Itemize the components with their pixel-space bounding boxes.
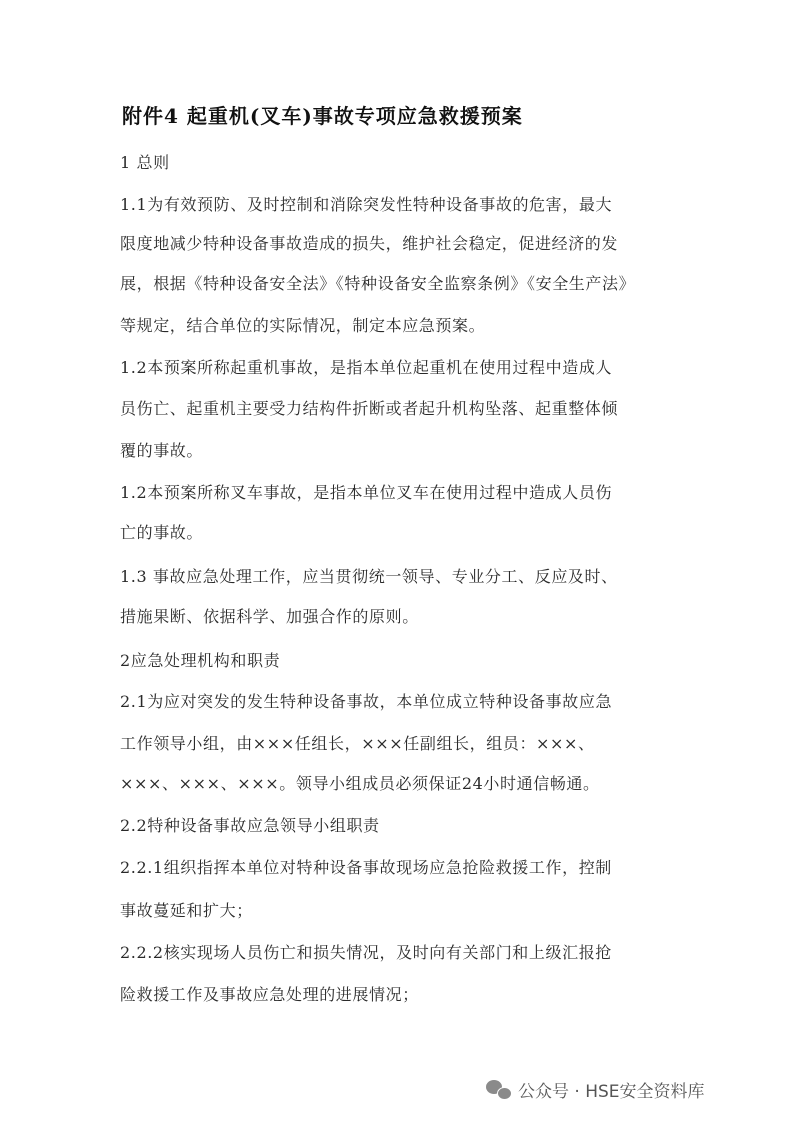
paragraph-line: 员伤亡、起重机主要受力结构件折断或者起升机构坠落、起重整体倾 <box>120 399 619 418</box>
paragraph-line: 2.2.1组织指挥本单位对特种设备事故现场应急抢险救援工作，控制 <box>120 858 612 877</box>
paragraph-line: ×××、×××、×××。领导小组成员必须保证24小时通信畅通。 <box>120 774 600 793</box>
paragraph-line: 1.1为有效预防、及时控制和消除突发性特种设备事故的危害，最大 <box>120 195 613 214</box>
subsection-heading-duties: 2.2特种设备事故应急领导小组职责 <box>120 816 380 835</box>
watermark <box>486 1074 705 1104</box>
paragraph-line: 措施果断、依据科学、加强合作的原则。 <box>120 607 419 626</box>
paragraph-line: 亡的事故。 <box>120 523 204 542</box>
watermark-text: 公众号 · HSE安全资料库 <box>518 1081 705 1102</box>
paragraph-line: 1.2本预案所称叉车事故，是指本单位叉车在使用过程中造成人员伤 <box>120 483 613 502</box>
section-heading-organization: 2应急处理机构和职责 <box>120 651 281 670</box>
paragraph-line: 事故蔓延和扩大； <box>120 901 253 920</box>
paragraph-line: 1.2本预案所称起重机事故，是指本单位起重机在使用过程中造成人 <box>120 358 613 377</box>
paragraph-line: 覆的事故。 <box>120 441 204 460</box>
section-heading-general: 1 总则 <box>120 153 170 172</box>
paragraph-line: 1.3 事故应急处理工作，应当贯彻统一领导、专业分工、反应及时、 <box>120 567 618 586</box>
paragraph-line: 工作领导小组，由×××任组长，×××任副组长，组员：×××、 <box>120 734 595 753</box>
paragraph-line: 展，根据《特种设备安全法》《特种设备安全监察条例》《安全生产法》 <box>120 274 636 293</box>
document-title: 附件4 起重机(叉车)事故专项应急救援预案 <box>122 104 523 128</box>
paragraph-line: 险救援工作及事故应急处理的进展情况； <box>120 985 419 1004</box>
wechat-icon <box>486 1078 512 1100</box>
paragraph-line: 限度地减少特种设备事故造成的损失，维护社会稳定，促进经济的发 <box>120 234 619 253</box>
paragraph-line: 2.1为应对突发的发生特种设备事故，本单位成立特种设备事故应急 <box>120 692 613 711</box>
paragraph-line: 2.2.2核实现场人员伤亡和损失情况，及时向有关部门和上级汇报抢 <box>120 943 612 962</box>
paragraph-line: 等规定，结合单位的实际情况，制定本应急预案。 <box>120 316 486 335</box>
